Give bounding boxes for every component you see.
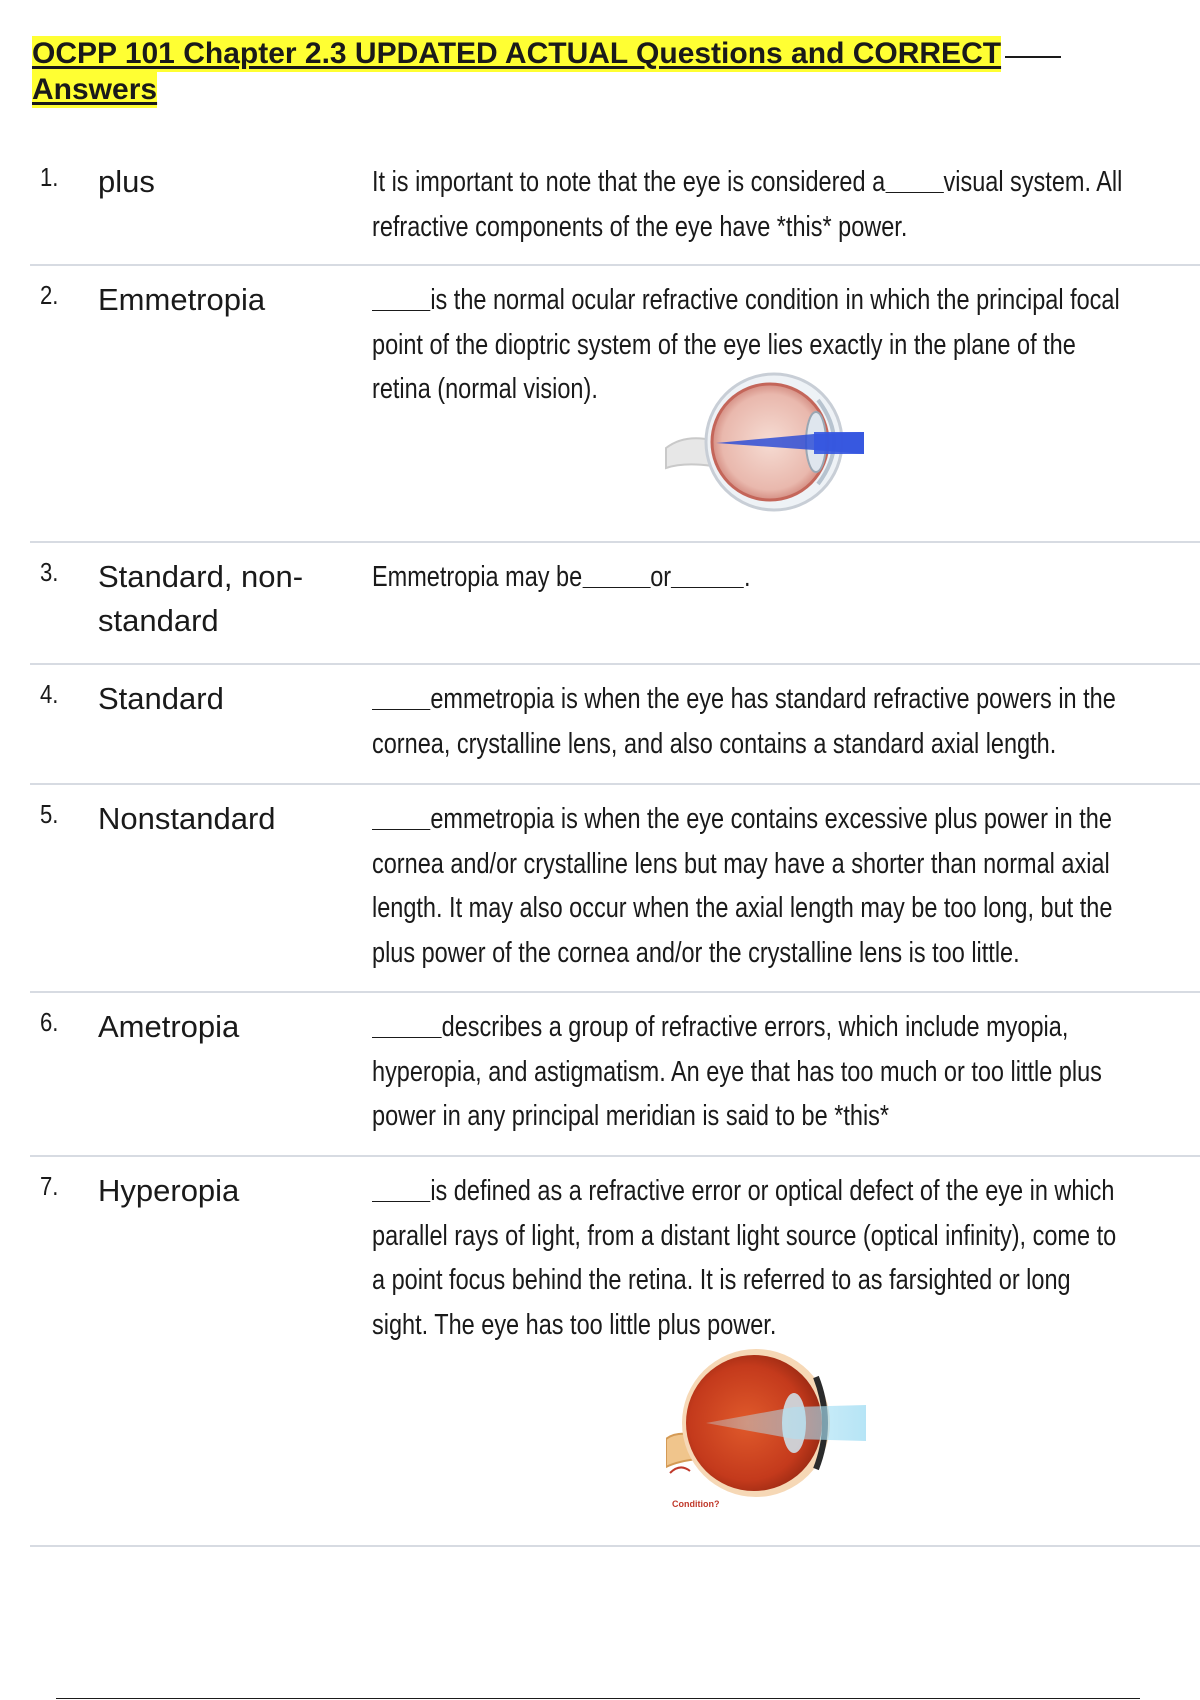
card-definition: describes a group of refractive errors, which include myopia, hyperopia, and astigmatism. An eye that has too much or too little plus power in any principal meridian is said to be *this* [372, 1005, 1125, 1139]
card-term: Emmetropia [98, 282, 266, 317]
title-line-2: Answers [32, 73, 158, 106]
hyperopic-eye-diagram-icon [666, 1343, 876, 1513]
figure-caption: Condition? [672, 1499, 720, 1509]
emmetropic-eye-diagram-icon [664, 370, 874, 520]
fill-blank [372, 680, 430, 710]
fill-blank [372, 800, 430, 830]
fill-blank [885, 163, 943, 193]
flashcard-list [30, 148, 1200, 1547]
card-number: 1. [40, 162, 59, 192]
card-term: Standard [98, 681, 224, 716]
flashcard [30, 665, 1200, 785]
card-number: 3. [40, 557, 59, 587]
title-line-1: OCPP 101 Chapter 2.3 UPDATED ACTUAL Questions and CORRECT [32, 37, 1002, 70]
card-definition: is the normal ocular refractive condition in which the principal focal point of the dioptric system of the eye lies exactly in the plane of the retina (normal vision). [372, 278, 1125, 412]
card-number: 7. [40, 1171, 59, 1201]
flashcard [30, 148, 1200, 266]
card-term: Standard, non-standard [98, 559, 304, 638]
card-number: 6. [40, 1007, 59, 1037]
flashcard [30, 266, 1200, 543]
fill-blank [372, 1172, 430, 1202]
card-number: 2. [40, 280, 59, 310]
card-term: Ametropia [98, 1009, 240, 1044]
flashcard [30, 543, 1200, 665]
document-title [32, 36, 1152, 108]
flashcard [30, 785, 1200, 993]
card-term: plus [98, 164, 155, 199]
flashcard [30, 993, 1200, 1157]
card-definition: is defined as a refractive error or optical defect of the eye in which parallel rays of light, from a distant light source (optical infinity), come to a point focus behind the retina. It is referred to as farsighted or long sight. The eye has too little plus power. [372, 1169, 1125, 1347]
flashcard [30, 1157, 1200, 1547]
card-number: 4. [40, 679, 59, 709]
card-definition: Emmetropia may be or . [372, 555, 1125, 600]
card-term: Nonstandard [98, 801, 276, 836]
fill-blank [582, 558, 650, 588]
fill-blank [671, 558, 744, 588]
fill-blank [372, 1008, 442, 1038]
card-number: 5. [40, 799, 59, 829]
card-term: Hyperopia [98, 1173, 240, 1208]
title-trailing-rule [1005, 56, 1061, 58]
card-definition: emmetropia is when the eye contains excessive plus power in the cornea and/or crystalline lens but may have a shorter than normal axial length. It may also occur when the axial length may be too long, but the plus power of the cornea and/or the crystalline lens is too little. [372, 797, 1125, 975]
card-definition: emmetropia is when the eye has standard refractive powers in the cornea, crystalline lens, and also contains a standard axial length. [372, 677, 1125, 766]
card-definition: It is important to note that the eye is considered a visual system. All refractive components of the eye have *this* power. [372, 160, 1125, 249]
fill-blank [372, 281, 430, 311]
page-bottom-rule [56, 1698, 1140, 1699]
